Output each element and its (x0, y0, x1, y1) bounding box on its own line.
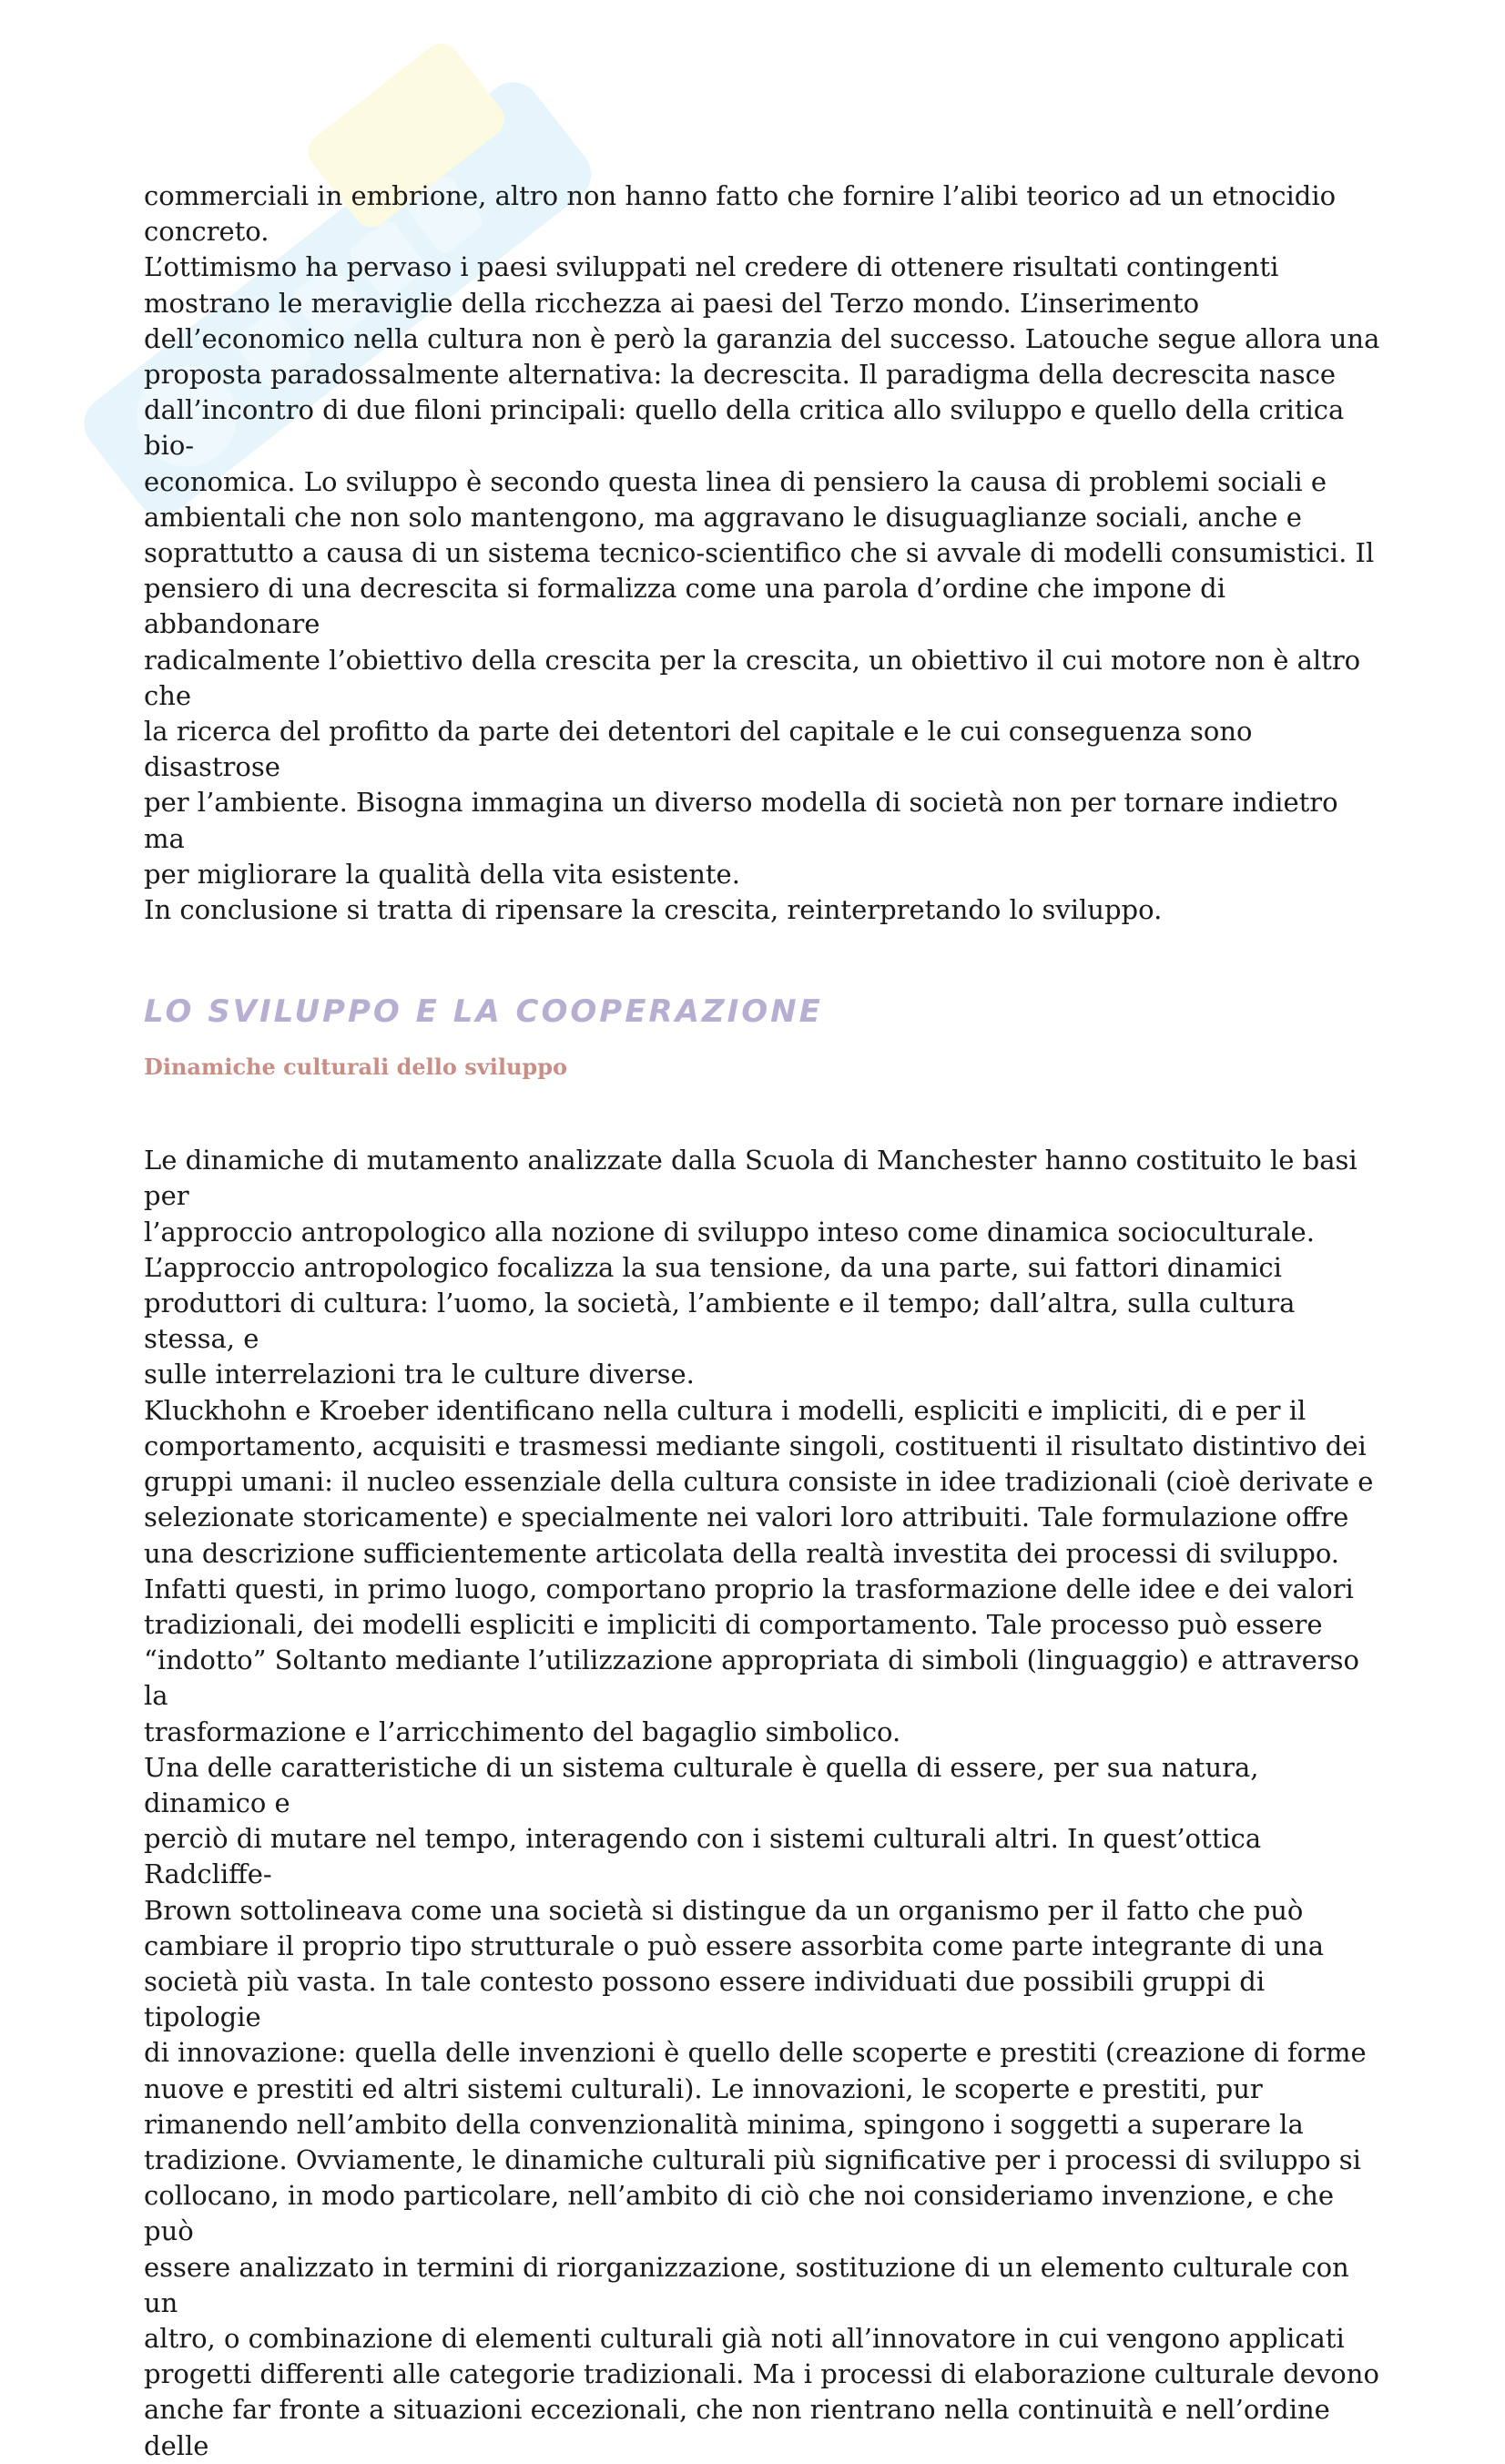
section-heading: LO SVILUPPO E LA COOPERAZIONE (144, 993, 823, 1031)
body-paragraph: Le dinamiche di mutamento analizzate dalla Scuola di Manchester hanno costituito le basi per l’approccio antropologico alla nozione di sviluppo inteso come dinamica socioculturale. L’approccio antropologico focalizza la sua tensione, da una parte, sui fattori dinamici produttori di cultura: l’uomo, la società, l’ambiente e il tempo; dall’altra, sulla cultura stessa, e sulle interrelazioni tra le culture diverse. Kluckhohn e Kroeber identificano nella cultura i modelli, espliciti e impliciti, di e per il comportamento, acquisiti e trasmessi mediante singoli, costituenti il risultato distintivo dei gruppi umani: il nucleo essenziale della cultura consiste in idee tradizionali (cioè derivate e selezionate storicamente) e specialmente nei valori loro attribuiti. Tale formulazione offre una descrizione sufficientemente articolata della realtà investita dei processi di sviluppo. Infatti questi, in primo luogo, comportano proprio la trasformazione delle idee e dei valori tradizionali, dei modelli espliciti e impliciti di comportamento. Tale processo può essere “indotto” Soltanto mediante l’utilizzazione appropriata di simboli (linguaggio) e attraverso la trasformazione e l’arricchimento del bagaglio simbolico. Una delle caratteristiche di un sistema culturale è quella di essere, per sua natura, dinamico e perciò di mutare nel tempo, interagendo con i sistemi culturali altri. In quest’ottica Radcliffe- Brown sottolineava come una società si distingue da un organismo per il fatto che può cambiare il proprio tipo strutturale o può essere assorbita come parte integrante di una società più vasta. In tale contesto possono essere individuati due possibili gruppi di tipologie di innovazione: quella delle invenzioni è quello delle scoperte e prestiti (creazione di forme nuove e prestiti ed altri sistemi culturali). Le innovazioni, le scoperte e prestiti, pur rimanendo nell’ambito della convenzionalità minima, spingono i soggetti a superare la tradizione. Ovviamente, le dinamiche culturali più significative per i processi di sviluppo si collocano, in modo particolare, nell’ambito di ciò che noi consideriamo invenzione, e che può essere analizzato in termini di riorganizzazione, sostituzione di un elemento culturale con un altro, o combinazione di elementi culturali già noti all’innovatore in cui vengono applicati progetti differenti alle categorie tradizionali. Ma i processi di elaborazione culturale devono anche far fronte a situazioni eccezionali, che non rientrano nella continuità e nell’ordine delle (144, 1145, 1379, 2461)
spacer (144, 928, 1382, 992)
document-body (144, 178, 1382, 2464)
spacer (144, 1083, 1382, 1143)
intro-paragraph: commerciali in embrione, altro non hanno fatto che fornire l’alibi teorico ad un etnocidio concreto. L’ottimismo ha pervaso i paesi sviluppati nel credere di ottenere risultati contingenti mostrano le meraviglie della ricchezza ai paesi del Terzo mondo. L’inserimento dell’economico nella cultura non è però la garanzia del successo. Latouche segue allora una proposta paradossalmente alternativa: la decrescita. Il paradigma della decrescita nasce dall’incontro di due filoni principali: quello della critica allo sviluppo e quello della critica bio- economica. Lo sviluppo è secondo questa linea di pensiero la causa di problemi sociali e ambientali che non solo mantengono, ma aggravano le disuguaglianze sociali, anche e soprattutto a causa di un sistema tecnico-scientifico che si avvale di modelli consumistici. Il pensiero di una decrescita si formalizza come una parola d’ordine che impone di abbandonare radicalmente l’obiettivo della crescita per la crescita, un obiettivo il cui motore non è altro che la ricerca del profitto da parte dei detentori del capitale e le cui conseguenza sono disastrose per l’ambiente. Bisogna immagina un diverso modella di società non per tornare indietro ma per migliorare la qualità della vita esistente. In conclusione si tratta di ripensare la crescita, reinterpretando lo sviluppo. (144, 180, 1380, 926)
subsection-heading: Dinamiche culturali dello sviluppo (144, 1054, 567, 1081)
